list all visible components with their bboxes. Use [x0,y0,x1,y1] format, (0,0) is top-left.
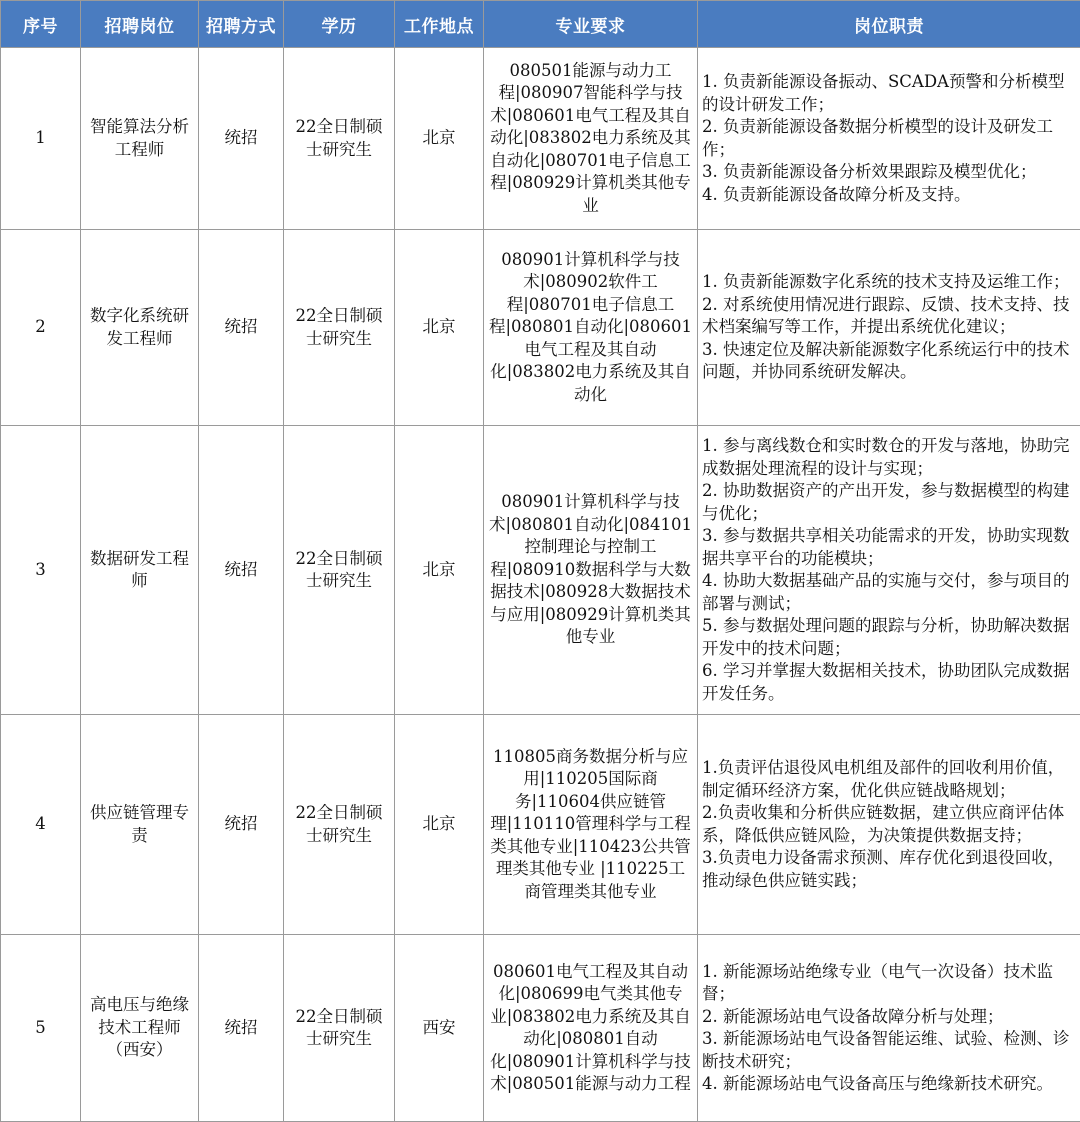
header-duties: 岗位职责 [698,1,1080,48]
cell-position: 供应链管理专责 [81,715,199,935]
cell-location: 北京 [395,48,484,230]
cell-duties [698,935,1080,1122]
table-row [1,48,1080,230]
cell-position: 数据研发工程师 [81,426,199,715]
cell-position: 智能算法分析工程师 [81,48,199,230]
cell-no: 4 [1,715,81,935]
cell-location: 北京 [395,426,484,715]
cell-major: 110805商务数据分析与应用|110205国际商务|110604供应链管理|110110管理科学与工程类其他专业|110423公共管理类其他专业 |110225工商管理类其他专业 [484,715,698,935]
duty-line: 2. 新能源场站电气设备故障分析与处理； [702,1006,1076,1029]
cell-education: 22全日制硕士研究生 [284,230,395,426]
cell-location: 西安 [395,935,484,1122]
duty-line: 5. 参与数据处理问题的跟踪与分析，协助解决数据开发中的技术问题； [702,615,1076,660]
cell-method: 统招 [199,230,284,426]
cell-duties [698,426,1080,715]
cell-education: 22全日制硕士研究生 [284,935,395,1122]
duty-line: 2. 协助数据资产的产出开发，参与数据模型的构建与优化； [702,480,1076,525]
duty-line: 3. 快速定位及解决新能源数字化系统运行中的技术问题，并协同系统研发解决。 [702,339,1076,384]
cell-method: 统招 [199,48,284,230]
cell-major: 080901计算机科学与技术|080902软件工程|080701电子信息工程|080801自动化|080601电气工程及其自动化|083802电力系统及其自动化 [484,230,698,426]
duty-line: 3. 参与数据共享相关功能需求的开发，协助实现数据共享平台的功能模块； [702,525,1076,570]
cell-education: 22全日制硕士研究生 [284,715,395,935]
duty-line: 4. 协助大数据基础产品的实施与交付，参与项目的部署与测试； [702,570,1076,615]
duty-line: 4. 新能源场站电气设备高压与绝缘新技术研究。 [702,1073,1076,1096]
header-method: 招聘方式 [199,1,284,48]
duty-line: 3. 新能源场站电气设备智能运维、试验、检测、诊断技术研究； [702,1028,1076,1073]
cell-duties [698,230,1080,426]
duty-line: 1.负责评估退役风电机组及部件的回收利用价值，制定循环经济方案，优化供应链战略规划； [702,757,1076,802]
cell-method: 统招 [199,426,284,715]
header-position: 招聘岗位 [81,1,199,48]
duty-line: 1. 新能源场站绝缘专业（电气一次设备）技术监督； [702,961,1076,1006]
duty-line: 3. 负责新能源设备分析效果跟踪及模型优化； [702,161,1076,184]
header-row [1,1,1080,48]
cell-duties [698,48,1080,230]
duty-line: 1. 参与离线数仓和实时数仓的开发与落地，协助完成数据处理流程的设计与实现； [702,435,1076,480]
duty-line: 6. 学习并掌握大数据相关技术，协助团队完成数据开发任务。 [702,660,1076,705]
table-row [1,426,1080,715]
cell-duties [698,715,1080,935]
cell-location: 北京 [395,230,484,426]
duty-line: 2. 对系统使用情况进行跟踪、反馈、技术支持、技术档案编写等工作，并提出系统优化建议； [702,294,1076,339]
table-row [1,715,1080,935]
table-row [1,230,1080,426]
cell-no: 1 [1,48,81,230]
header-major: 专业要求 [484,1,698,48]
cell-no: 5 [1,935,81,1122]
cell-no: 3 [1,426,81,715]
cell-method: 统招 [199,715,284,935]
cell-education: 22全日制硕士研究生 [284,48,395,230]
cell-location: 北京 [395,715,484,935]
cell-position: 数字化系统研发工程师 [81,230,199,426]
duty-line: 3.负责电力设备需求预测、库存优化到退役回收，推动绿色供应链实践； [702,847,1076,892]
duty-line: 1. 负责新能源数字化系统的技术支持及运维工作； [702,271,1076,294]
cell-position: 高电压与绝缘技术工程师（西安） [81,935,199,1122]
cell-education: 22全日制硕士研究生 [284,426,395,715]
duty-line: 4. 负责新能源设备故障分析及支持。 [702,184,1076,207]
cell-no: 2 [1,230,81,426]
table-row [1,935,1080,1122]
cell-major: 080501能源与动力工程|080907智能科学与技术|080601电气工程及其自动化|083802电力系统及其自动化|080701电子信息工程|080929计算机类其他专业 [484,48,698,230]
header-location: 工作地点 [395,1,484,48]
cell-method: 统招 [199,935,284,1122]
duty-line: 2.负责收集和分析供应链数据，建立供应商评估体系，降低供应链风险，为决策提供数据支持； [702,802,1076,847]
header-education: 学历 [284,1,395,48]
duty-line: 2. 负责新能源设备数据分析模型的设计及研发工作； [702,116,1076,161]
header-no: 序号 [1,1,81,48]
duty-line: 1. 负责新能源设备振动、SCADA预警和分析模型的设计研发工作； [702,71,1076,116]
cell-major: 080901计算机科学与技术|080801自动化|084101控制理论与控制工程|080910数据科学与大数据技术|080928大数据技术与应用|080929计算机类其他专业 [484,426,698,715]
cell-major: 080601电气工程及其自动化|080699电气类其他专业|083802电力系统及其自动化|080801自动化|080901计算机科学与技术|080501能源与动力工程 [484,935,698,1122]
